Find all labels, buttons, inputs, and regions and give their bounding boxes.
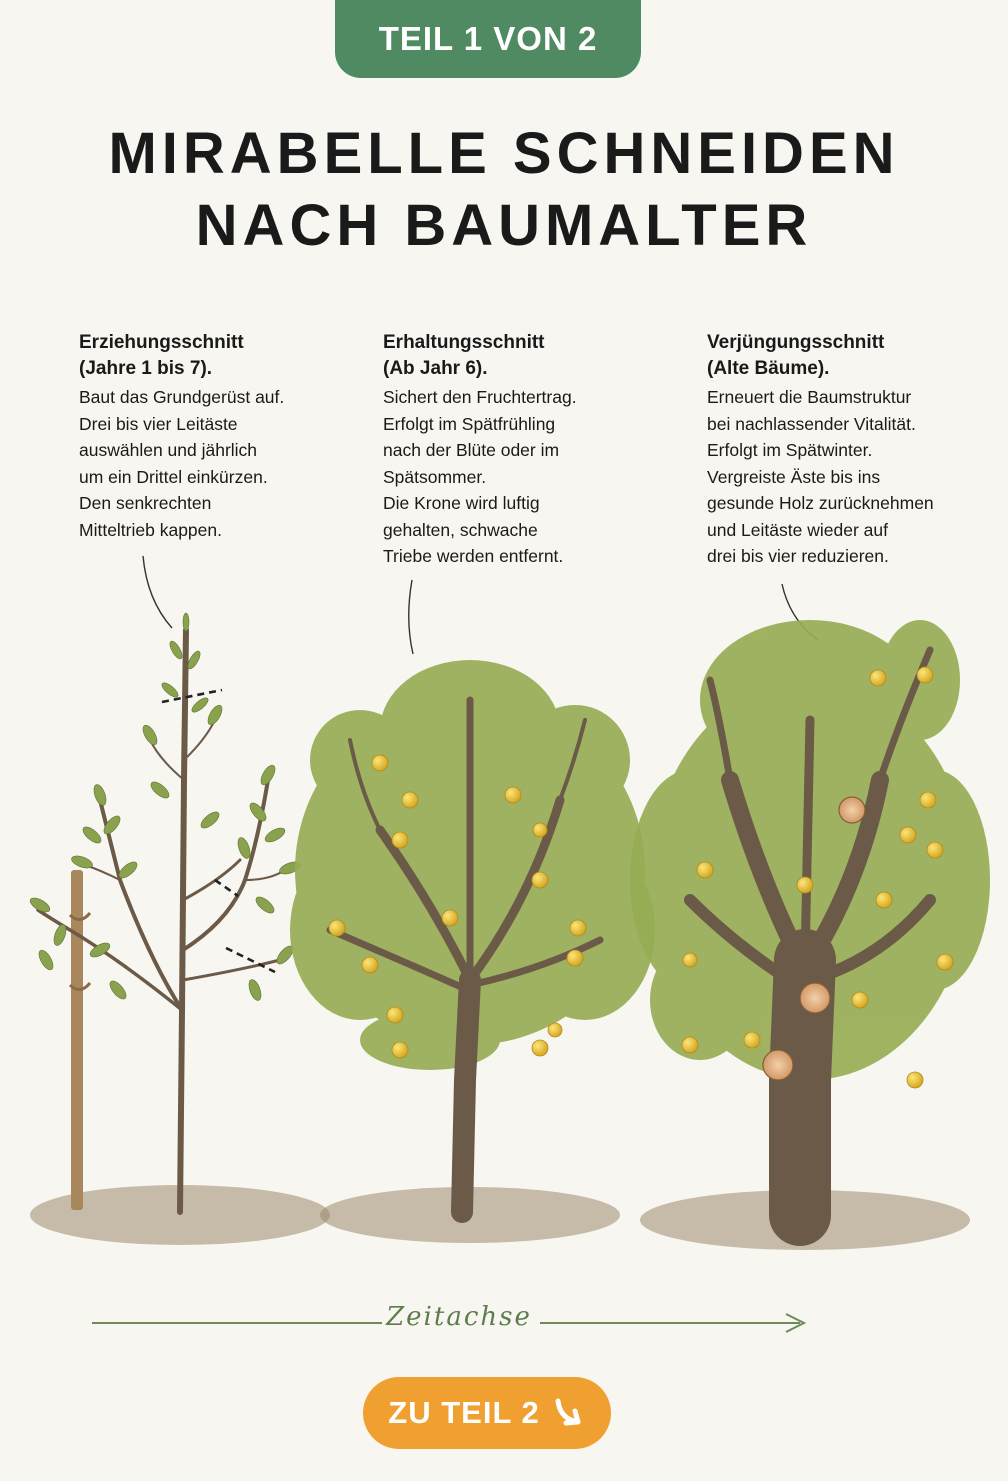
heading-line-2: (Ab Jahr 6). xyxy=(383,358,488,379)
cut-mark xyxy=(215,880,238,896)
young-tree xyxy=(28,613,302,1212)
column-heading xyxy=(707,330,1007,382)
heading-line-2: (Alte Bäume). xyxy=(707,358,830,379)
old-tree xyxy=(630,620,990,1215)
pruning-wound xyxy=(800,983,830,1013)
part-badge: TEIL 1 VON 2 xyxy=(335,0,641,78)
column-rejuvenation-cut xyxy=(707,330,1007,570)
heading-line-1: Verjüngungsschnitt xyxy=(707,332,885,353)
column-text: Baut das Grundgerüst auf. Drei bis vier Leitäste auswählen und jährlich um ein Drittel einkürzen. Den senkrechten Mitteltrieb kappen. xyxy=(79,387,285,540)
heading-line-2: (Jahre 1 bis 7). xyxy=(79,358,213,379)
callout-line xyxy=(143,556,172,628)
column-heading xyxy=(79,330,379,382)
pruning-wound xyxy=(763,1050,793,1080)
callout-line xyxy=(409,580,413,654)
column-heading xyxy=(383,330,683,382)
page-title xyxy=(0,118,1008,262)
mature-tree xyxy=(290,660,655,1212)
next-part-button[interactable] xyxy=(363,1377,611,1449)
title-line-2: NACH BAUMALTER xyxy=(195,193,813,258)
heading-line-1: Erhaltungsschnitt xyxy=(383,332,545,353)
heading-line-1: Erziehungsschnitt xyxy=(79,332,244,353)
support-stake xyxy=(71,870,83,1210)
next-part-label: ZU TEIL 2 xyxy=(388,1395,540,1430)
column-text: Sichert den Fruchtertrag. Erfolgt im Spätfrühling nach der Blüte oder im Spätsommer. Die Krone wird luftig gehalten, schwache Triebe werden entfernt. xyxy=(383,387,577,566)
title-line-1: MIRABELLE SCHNEIDEN xyxy=(108,121,900,186)
column-text: Erneuert die Baumstruktur bei nachlassender Vitalität. Erfolgt im Spätwinter. Vergreiste Äste bis ins gesunde Holz zurücknehmen und Leitäste wieder auf drei bis vier reduzieren. xyxy=(707,387,934,566)
column-maintenance-cut xyxy=(383,330,683,570)
column-training-cut xyxy=(79,330,379,543)
arrow-down-right-icon xyxy=(550,1395,586,1431)
tree-illustration xyxy=(0,540,1008,1390)
timeline-label: Zeitachse xyxy=(386,1302,532,1332)
pruning-wound xyxy=(839,797,865,823)
